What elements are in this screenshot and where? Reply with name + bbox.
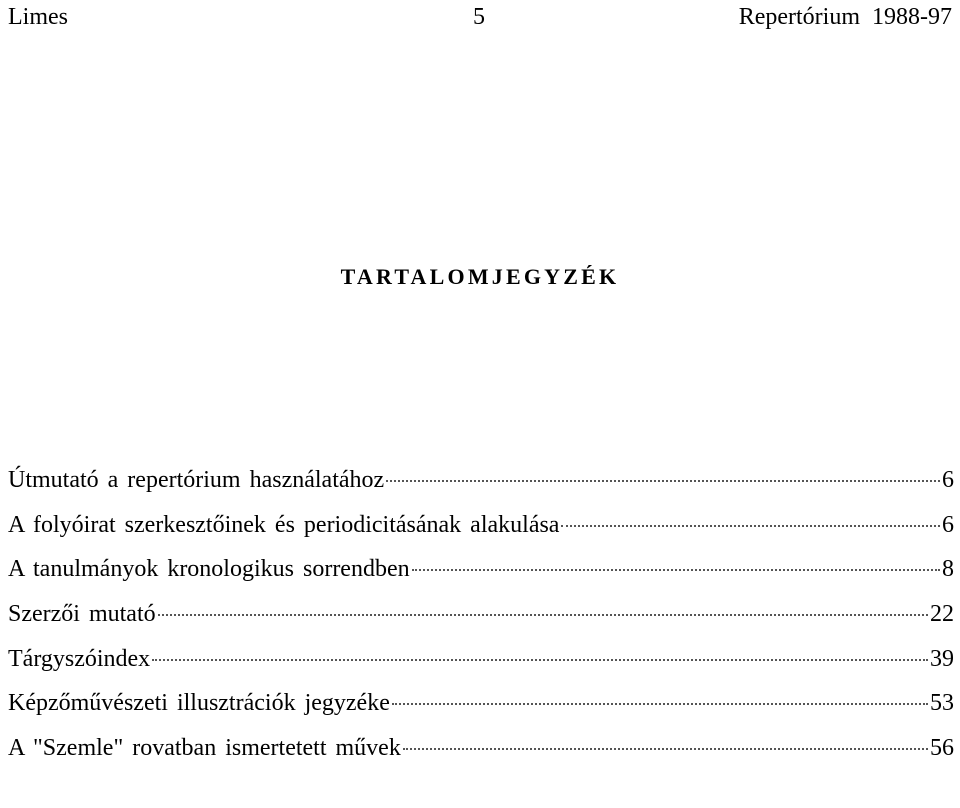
toc-entry-label: Útmutató a repertórium használatához (8, 467, 385, 493)
toc-entry-page: 8 (942, 556, 954, 583)
toc-entry-label: A tanulmányok kronologikus sorrendben (8, 556, 410, 583)
toc-entry-label: A "Szemle" rovatban ismertetett művek (8, 735, 401, 762)
dot-leader (152, 659, 928, 661)
header-page-number: 5 (473, 4, 485, 30)
toc-entry-label: A folyóirat szerkesztőinek és periodicitásának alakulása (8, 511, 560, 538)
dot-leader (158, 614, 928, 616)
toc-entry-label: Képzőművészeti illusztrációk jegyzéke (8, 690, 390, 717)
dot-leader (561, 525, 940, 527)
toc-entry-chronological-studies[interactable] (8, 551, 954, 596)
toc-title: TARTALOMJEGYZÉK (340, 264, 620, 289)
table-of-contents (8, 462, 954, 775)
toc-entry-page: 56 (930, 735, 954, 762)
header-repertory-range: Repertórium 1988-97 (738, 4, 952, 30)
toc-entry-usage-guide[interactable] (8, 462, 954, 507)
header-journal-name: Limes (8, 4, 68, 30)
dot-leader (403, 748, 928, 750)
toc-entry-page: 6 (942, 511, 954, 538)
toc-entry-page: 53 (930, 690, 954, 717)
toc-entry-page: 39 (930, 645, 954, 672)
toc-entry-author-index[interactable] (8, 596, 954, 641)
toc-entry-subject-index[interactable] (8, 641, 954, 686)
page-header (8, 2, 952, 32)
toc-entry-reviewed-works[interactable] (8, 730, 954, 775)
toc-entry-editors-periodicity[interactable] (8, 507, 954, 552)
dot-leader (386, 480, 940, 482)
toc-entry-label: Tárgyszóindex (8, 645, 151, 672)
toc-entry-illustrations-list[interactable] (8, 685, 954, 730)
dot-leader (392, 703, 928, 705)
toc-entry-label: Szerzői mutató (8, 601, 156, 628)
dot-leader (412, 569, 940, 571)
toc-entry-page: 22 (930, 601, 954, 628)
toc-entry-page: 6 (942, 467, 954, 493)
